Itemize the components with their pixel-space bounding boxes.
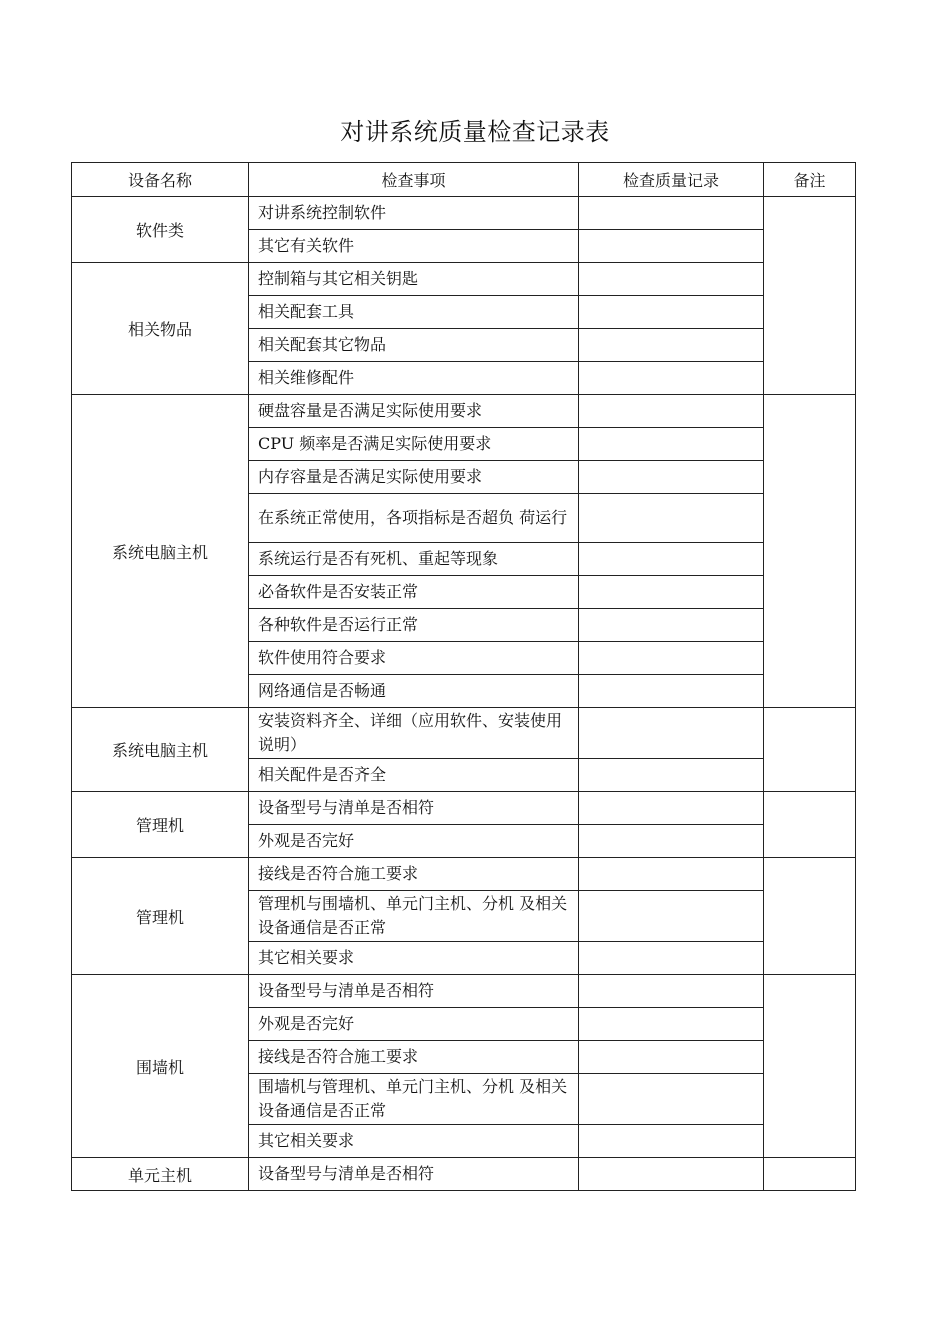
quality-record-cell[interactable] [579, 942, 764, 975]
check-item-cell: 对讲系统控制软件 [249, 197, 579, 230]
quality-record-cell[interactable] [579, 1158, 764, 1191]
remarks-cell[interactable] [764, 975, 856, 1158]
check-item-cell: 其它相关要求 [249, 1125, 579, 1158]
check-item-cell: 外观是否完好 [249, 825, 579, 858]
table-row [72, 263, 856, 296]
quality-record-cell[interactable] [579, 1074, 764, 1125]
quality-record-cell[interactable] [579, 825, 764, 858]
category-cell: 相关物品 [72, 263, 249, 395]
quality-record-cell[interactable] [579, 395, 764, 428]
check-item-cell: 在系统正常使用，各项指标是否超负 荷运行 [249, 494, 579, 543]
page-title: 对讲系统质量检查记录表 [340, 118, 610, 146]
quality-record-cell[interactable] [579, 1008, 764, 1041]
quality-record-cell[interactable] [579, 428, 764, 461]
inspection-table [71, 162, 856, 1191]
category-cell: 管理机 [72, 858, 249, 975]
category-cell: 系统电脑主机 [72, 395, 249, 708]
category-cell: 软件类 [72, 197, 249, 263]
quality-record-cell[interactable] [579, 576, 764, 609]
quality-record-cell[interactable] [579, 792, 764, 825]
quality-record-cell[interactable] [579, 858, 764, 891]
quality-record-cell[interactable] [579, 263, 764, 296]
remarks-cell[interactable] [764, 858, 856, 975]
header-check-item: 检查事项 [249, 163, 579, 197]
quality-record-cell[interactable] [579, 891, 764, 942]
remarks-cell[interactable] [764, 792, 856, 858]
quality-record-cell[interactable] [579, 642, 764, 675]
table-row [72, 395, 856, 428]
quality-record-cell[interactable] [579, 329, 764, 362]
header-row [72, 163, 856, 197]
remarks-cell[interactable] [764, 708, 856, 792]
table-row [72, 197, 856, 230]
quality-record-cell[interactable] [579, 296, 764, 329]
category-cell: 单元主机 [72, 1158, 249, 1191]
remarks-cell[interactable] [764, 1158, 856, 1191]
remarks-cell[interactable] [764, 395, 856, 708]
quality-record-cell[interactable] [579, 543, 764, 576]
quality-record-cell[interactable] [579, 675, 764, 708]
check-item-cell: 各种软件是否运行正常 [249, 609, 579, 642]
check-item-cell: 设备型号与清单是否相符 [249, 792, 579, 825]
check-item-cell: 相关维修配件 [249, 362, 579, 395]
header-device-name: 设备名称 [72, 163, 249, 197]
quality-record-cell[interactable] [579, 197, 764, 230]
quality-record-cell[interactable] [579, 230, 764, 263]
check-item-cell: 软件使用符合要求 [249, 642, 579, 675]
table-row [72, 1158, 856, 1191]
check-item-cell: 安装资料齐全、详细（应用软件、安装使用说明） [249, 708, 579, 759]
quality-record-cell[interactable] [579, 494, 764, 543]
check-item-cell: 相关配套其它物品 [249, 329, 579, 362]
check-item-cell: 接线是否符合施工要求 [249, 1041, 579, 1074]
check-item-cell: 网络通信是否畅通 [249, 675, 579, 708]
check-item-cell: 其它有关软件 [249, 230, 579, 263]
check-item-cell: 外观是否完好 [249, 1008, 579, 1041]
table-row [72, 975, 856, 1008]
category-cell: 围墙机 [72, 975, 249, 1158]
quality-record-cell[interactable] [579, 609, 764, 642]
check-item-cell: 设备型号与清单是否相符 [249, 1158, 579, 1191]
quality-record-cell[interactable] [579, 1041, 764, 1074]
header-quality-record: 检查质量记录 [579, 163, 764, 197]
category-cell: 管理机 [72, 792, 249, 858]
check-item-cell: 系统运行是否有死机、重起等现象 [249, 543, 579, 576]
quality-record-cell[interactable] [579, 362, 764, 395]
quality-record-cell[interactable] [579, 975, 764, 1008]
quality-record-cell[interactable] [579, 708, 764, 759]
table-row [72, 708, 856, 759]
check-item-cell: 管理机与围墙机、单元门主机、分机 及相关设备通信是否正常 [249, 891, 579, 942]
header-remarks: 备注 [764, 163, 856, 197]
check-item-cell: 必备软件是否安装正常 [249, 576, 579, 609]
check-item-cell: 相关配套工具 [249, 296, 579, 329]
check-item-cell: 硬盘容量是否满足实际使用要求 [249, 395, 579, 428]
check-item-cell: 其它相关要求 [249, 942, 579, 975]
quality-record-cell[interactable] [579, 461, 764, 494]
check-item-cell: CPU 频率是否满足实际使用要求 [249, 428, 579, 461]
check-item-cell: 设备型号与清单是否相符 [249, 975, 579, 1008]
quality-record-cell[interactable] [579, 759, 764, 792]
remarks-cell[interactable] [764, 197, 856, 395]
check-item-cell: 接线是否符合施工要求 [249, 858, 579, 891]
table-row [72, 858, 856, 891]
check-item-cell: 内存容量是否满足实际使用要求 [249, 461, 579, 494]
table-row [72, 792, 856, 825]
check-item-cell: 相关配件是否齐全 [249, 759, 579, 792]
check-item-cell: 围墙机与管理机、单元门主机、分机 及相关设备通信是否正常 [249, 1074, 579, 1125]
category-cell: 系统电脑主机 [72, 708, 249, 792]
quality-record-cell[interactable] [579, 1125, 764, 1158]
check-item-cell: 控制箱与其它相关钥匙 [249, 263, 579, 296]
